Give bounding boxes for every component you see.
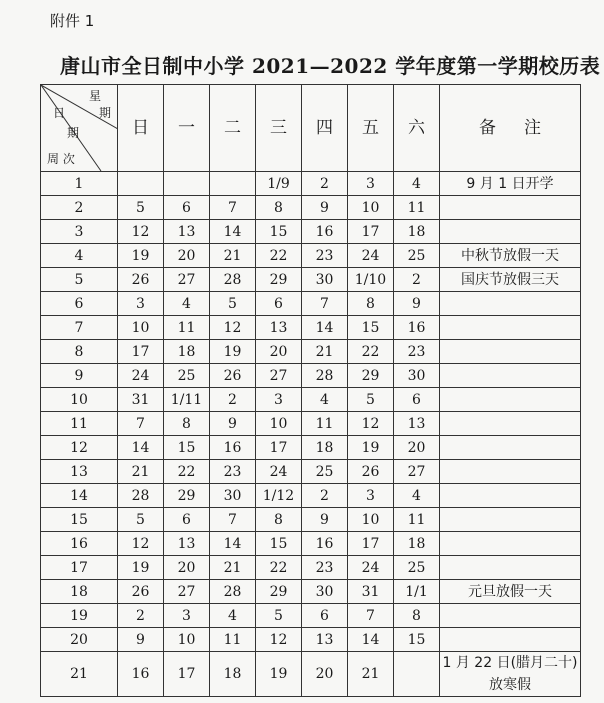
date-cell: 18 — [210, 652, 256, 697]
remark-cell — [440, 196, 581, 220]
week-row — [41, 292, 581, 316]
date-cell — [210, 172, 256, 196]
week-number-cell: 19 — [41, 604, 118, 628]
date-cell: 12 — [256, 628, 302, 652]
remark-cell: 9 月 1 日开学 — [440, 172, 581, 196]
date-cell: 20 — [302, 652, 348, 697]
date-cell: 13 — [164, 220, 210, 244]
date-cell: 11 — [394, 508, 440, 532]
date-cell: 26 — [348, 460, 394, 484]
date-cell: 24 — [348, 244, 394, 268]
date-cell: 7 — [210, 508, 256, 532]
date-cell: 24 — [348, 556, 394, 580]
remark-cell — [440, 652, 581, 697]
date-cell: 26 — [118, 268, 164, 292]
date-cell: 25 — [394, 244, 440, 268]
date-cell: 21 — [118, 460, 164, 484]
date-cell: 28 — [118, 484, 164, 508]
date-cell: 15 — [394, 628, 440, 652]
date-cell: 15 — [256, 220, 302, 244]
date-cell: 31 — [118, 388, 164, 412]
week-number-cell: 1 — [41, 172, 118, 196]
week-row — [41, 508, 581, 532]
date-cell: 8 — [394, 604, 440, 628]
date-cell: 12 — [118, 220, 164, 244]
remark-cell: 中秋节放假一天 — [440, 244, 581, 268]
date-cell: 10 — [256, 412, 302, 436]
date-cell: 17 — [348, 532, 394, 556]
date-cell: 1/10 — [348, 268, 394, 292]
date-cell: 21 — [210, 556, 256, 580]
remark-line-1: 1 月 22 日(腊月二十) — [442, 655, 578, 671]
remark-cell — [440, 508, 581, 532]
date-cell: 4 — [394, 172, 440, 196]
week-number-cell: 13 — [41, 460, 118, 484]
date-cell: 18 — [394, 220, 440, 244]
remark-cell: 国庆节放假三天 — [440, 268, 581, 292]
week-row — [41, 652, 581, 697]
date-cell: 14 — [118, 436, 164, 460]
week-row — [41, 412, 581, 436]
date-cell: 7 — [118, 412, 164, 436]
week-number-cell: 12 — [41, 436, 118, 460]
corner-header-cell — [41, 85, 118, 172]
week-row — [41, 460, 581, 484]
date-cell: 27 — [394, 460, 440, 484]
remark-cell — [440, 388, 581, 412]
week-row — [41, 532, 581, 556]
date-cell: 19 — [210, 340, 256, 364]
date-cell: 8 — [164, 412, 210, 436]
date-cell: 27 — [256, 364, 302, 388]
date-cell: 7 — [348, 604, 394, 628]
date-cell: 9 — [394, 292, 440, 316]
remark-line-2: 放寒假 — [489, 677, 531, 693]
date-cell: 30 — [210, 484, 256, 508]
week-row — [41, 172, 581, 196]
date-cell: 6 — [256, 292, 302, 316]
date-cell: 7 — [302, 292, 348, 316]
date-cell: 22 — [164, 460, 210, 484]
date-cell: 14 — [210, 532, 256, 556]
week-row — [41, 220, 581, 244]
day-header-sun: 日 — [118, 85, 164, 172]
remark-cell — [440, 628, 581, 652]
school-calendar-table — [40, 84, 581, 697]
date-cell: 23 — [302, 556, 348, 580]
date-cell: 2 — [302, 172, 348, 196]
date-cell: 11 — [210, 628, 256, 652]
date-cell: 19 — [118, 244, 164, 268]
date-cell: 21 — [302, 340, 348, 364]
date-cell: 13 — [302, 628, 348, 652]
date-cell: 21 — [210, 244, 256, 268]
date-cell: 8 — [348, 292, 394, 316]
date-cell: 1/9 — [256, 172, 302, 196]
week-row — [41, 268, 581, 292]
date-cell: 26 — [210, 364, 256, 388]
week-row — [41, 604, 581, 628]
date-cell: 15 — [348, 316, 394, 340]
remark-cell — [440, 436, 581, 460]
date-cell: 4 — [394, 484, 440, 508]
date-cell: 16 — [302, 220, 348, 244]
week-number-cell: 6 — [41, 292, 118, 316]
date-cell: 30 — [302, 268, 348, 292]
date-cell: 12 — [210, 316, 256, 340]
date-cell: 9 — [210, 412, 256, 436]
date-cell: 22 — [256, 244, 302, 268]
date-cell: 10 — [118, 316, 164, 340]
day-header-mon: 一 — [164, 85, 210, 172]
date-cell: 16 — [118, 652, 164, 697]
header-row — [41, 85, 581, 172]
date-cell: 31 — [348, 580, 394, 604]
date-cell: 9 — [302, 196, 348, 220]
date-cell: 27 — [164, 268, 210, 292]
date-cell: 17 — [256, 436, 302, 460]
date-cell: 12 — [348, 412, 394, 436]
date-cell: 20 — [256, 340, 302, 364]
date-cell: 13 — [394, 412, 440, 436]
week-number-cell: 20 — [41, 628, 118, 652]
day-header-tue: 二 — [210, 85, 256, 172]
date-cell: 2 — [118, 604, 164, 628]
date-cell: 23 — [302, 244, 348, 268]
remark-cell — [440, 460, 581, 484]
week-number-cell: 11 — [41, 412, 118, 436]
date-cell: 19 — [348, 436, 394, 460]
date-cell: 3 — [348, 484, 394, 508]
date-cell: 6 — [302, 604, 348, 628]
week-row — [41, 580, 581, 604]
date-cell: 8 — [256, 196, 302, 220]
date-cell: 5 — [210, 292, 256, 316]
date-cell: 14 — [302, 316, 348, 340]
remark-cell — [440, 412, 581, 436]
week-row — [41, 340, 581, 364]
corner-xing: 星 — [89, 89, 102, 103]
date-cell: 25 — [164, 364, 210, 388]
week-number-cell: 3 — [41, 220, 118, 244]
day-header-wed: 三 — [256, 85, 302, 172]
day-header-thu: 四 — [302, 85, 348, 172]
date-cell: 18 — [302, 436, 348, 460]
date-cell: 29 — [256, 580, 302, 604]
date-cell: 24 — [256, 460, 302, 484]
date-cell: 14 — [348, 628, 394, 652]
page-title: 唐山市全日制中小学 2021—2022 学年度第一学期校历表 — [60, 54, 601, 78]
date-cell: 7 — [210, 196, 256, 220]
date-cell — [394, 652, 440, 697]
date-cell: 26 — [118, 580, 164, 604]
date-cell: 28 — [302, 364, 348, 388]
date-cell: 23 — [394, 340, 440, 364]
week-number-cell: 17 — [41, 556, 118, 580]
date-cell: 5 — [348, 388, 394, 412]
date-cell: 16 — [302, 532, 348, 556]
date-cell: 4 — [302, 388, 348, 412]
date-cell: 9 — [118, 628, 164, 652]
week-row — [41, 196, 581, 220]
week-number-cell: 9 — [41, 364, 118, 388]
date-cell: 29 — [256, 268, 302, 292]
date-cell: 10 — [164, 628, 210, 652]
date-cell: 14 — [210, 220, 256, 244]
date-cell: 18 — [394, 532, 440, 556]
date-cell: 5 — [118, 508, 164, 532]
week-row — [41, 628, 581, 652]
date-cell: 1/12 — [256, 484, 302, 508]
week-row — [41, 484, 581, 508]
attachment-label: 附件 1 — [50, 12, 95, 30]
date-cell: 30 — [394, 364, 440, 388]
day-header-sat: 六 — [394, 85, 440, 172]
week-number-cell: 21 — [41, 652, 118, 697]
remark-cell — [440, 604, 581, 628]
date-cell: 5 — [256, 604, 302, 628]
week-number-cell: 15 — [41, 508, 118, 532]
date-cell: 3 — [256, 388, 302, 412]
date-cell: 19 — [118, 556, 164, 580]
remark-cell: 元旦放假一天 — [440, 580, 581, 604]
week-number-cell: 10 — [41, 388, 118, 412]
corner-qi-top: 期 — [99, 106, 112, 120]
date-cell: 10 — [348, 508, 394, 532]
date-cell: 2 — [302, 484, 348, 508]
date-cell: 25 — [394, 556, 440, 580]
date-cell: 12 — [118, 532, 164, 556]
date-cell: 30 — [302, 580, 348, 604]
date-cell: 15 — [164, 436, 210, 460]
week-number-cell: 14 — [41, 484, 118, 508]
date-cell: 28 — [210, 580, 256, 604]
date-cell: 6 — [164, 196, 210, 220]
date-cell: 17 — [164, 652, 210, 697]
week-row — [41, 244, 581, 268]
date-cell: 3 — [164, 604, 210, 628]
date-cell: 11 — [164, 316, 210, 340]
remark-cell — [440, 532, 581, 556]
date-cell: 20 — [164, 556, 210, 580]
week-number-cell: 8 — [41, 340, 118, 364]
date-cell — [164, 172, 210, 196]
remark-cell — [440, 220, 581, 244]
week-number-cell: 18 — [41, 580, 118, 604]
week-row — [41, 316, 581, 340]
date-cell: 4 — [210, 604, 256, 628]
date-cell: 10 — [348, 196, 394, 220]
date-cell: 3 — [348, 172, 394, 196]
remark-cell — [440, 316, 581, 340]
remark-cell — [440, 340, 581, 364]
date-cell: 29 — [164, 484, 210, 508]
remark-cell — [440, 292, 581, 316]
date-cell: 1/1 — [394, 580, 440, 604]
week-row — [41, 364, 581, 388]
date-cell: 11 — [394, 196, 440, 220]
date-cell: 2 — [394, 268, 440, 292]
week-number-cell: 2 — [41, 196, 118, 220]
date-cell: 27 — [164, 580, 210, 604]
date-cell: 11 — [302, 412, 348, 436]
week-row — [41, 556, 581, 580]
date-cell: 6 — [164, 508, 210, 532]
week-row — [41, 388, 581, 412]
date-cell: 18 — [164, 340, 210, 364]
date-cell: 5 — [118, 196, 164, 220]
date-cell: 17 — [348, 220, 394, 244]
date-cell: 16 — [394, 316, 440, 340]
date-cell: 22 — [256, 556, 302, 580]
date-cell: 16 — [210, 436, 256, 460]
date-cell: 2 — [210, 388, 256, 412]
remark-cell — [440, 556, 581, 580]
day-header-fri: 五 — [348, 85, 394, 172]
remark-header: 备注 — [440, 85, 581, 172]
corner-qi-mid: 期 — [67, 126, 80, 140]
week-number-cell: 7 — [41, 316, 118, 340]
date-cell: 20 — [164, 244, 210, 268]
remark-cell — [440, 364, 581, 388]
date-cell: 28 — [210, 268, 256, 292]
week-number-cell: 4 — [41, 244, 118, 268]
date-cell: 20 — [394, 436, 440, 460]
date-cell: 3 — [118, 292, 164, 316]
calendar-body — [41, 172, 581, 697]
date-cell: 23 — [210, 460, 256, 484]
date-cell: 25 — [302, 460, 348, 484]
week-number-cell: 5 — [41, 268, 118, 292]
date-cell: 8 — [256, 508, 302, 532]
week-number-cell: 16 — [41, 532, 118, 556]
corner-zhou-ci: 周 次 — [47, 152, 75, 166]
date-cell: 22 — [348, 340, 394, 364]
date-cell: 21 — [348, 652, 394, 697]
date-cell: 17 — [118, 340, 164, 364]
date-cell: 29 — [348, 364, 394, 388]
date-cell: 1/11 — [164, 388, 210, 412]
corner-ri: 日 — [53, 106, 66, 120]
remark-cell — [440, 484, 581, 508]
date-cell: 9 — [302, 508, 348, 532]
date-cell: 24 — [118, 364, 164, 388]
date-cell: 19 — [256, 652, 302, 697]
date-cell: 15 — [256, 532, 302, 556]
date-cell: 4 — [164, 292, 210, 316]
week-row — [41, 436, 581, 460]
date-cell — [118, 172, 164, 196]
date-cell: 13 — [256, 316, 302, 340]
date-cell: 6 — [394, 388, 440, 412]
date-cell: 13 — [164, 532, 210, 556]
